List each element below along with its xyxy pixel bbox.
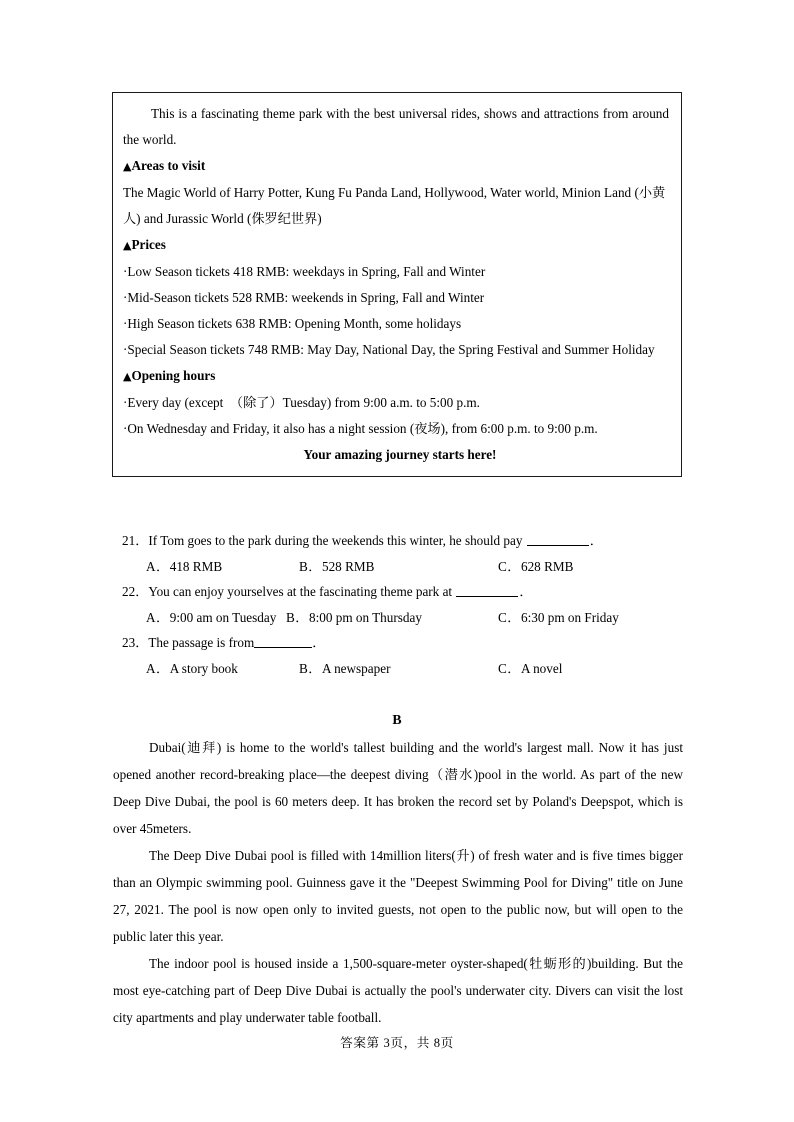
poster-section-heading-hours-label: Opening hours	[131, 368, 216, 383]
question-22-option-c-label: C．	[498, 609, 521, 625]
question-22-option-c[interactable]	[498, 605, 619, 631]
poster-hours-everyday: ·Every day (except （除了）Tuesday) from 9:00 a.m. to 5:00 p.m.	[123, 395, 480, 410]
question-22-options	[113, 605, 683, 631]
triangle-bullet-icon: ▲	[123, 160, 132, 173]
poster-areas-line: The Magic World of Harry Potter, Kung Fu Panda Land, Hollywood, Water world, Minion Land (小黄人) and Jurassic World (侏罗纪世界)	[123, 185, 666, 226]
question-22-period: ．	[519, 584, 533, 599]
page-footer: 答案第 3页，共 8页	[340, 1036, 454, 1050]
question-21-option-c[interactable]	[498, 554, 573, 580]
question-23-option-b-text: A newspaper	[321, 660, 391, 676]
passage-b-paragraph-3: The indoor pool is housed inside a 1,500-square-meter oyster-shaped(牡蛎形的)building. But the most eye-catching part of Deep Dive Dubai is actually the pool's underwater city. Divers can visit the lost city apartments and play underwater table football.	[113, 956, 683, 1025]
question-22-option-b-label: B．	[286, 609, 309, 625]
poster-price-low-season: ·Low Season tickets 418 RMB: weekdays in Spring, Fall and Winter	[123, 264, 486, 279]
question-21-period: ．	[589, 533, 603, 548]
question-23-stem	[113, 630, 683, 656]
question-21-blank[interactable]	[527, 545, 589, 546]
passage-b-paragraph-2: The Deep Dive Dubai pool is filled with 14million liters(升) of fresh water and is five times bigger than an Olympic swimming pool. Guinness gave it the "Deepest Swimming Pool for Diving" title on June 27, 2021. The pool is now open only to invited guests, not open to the public now, but will open to the public later this year.	[113, 848, 683, 944]
question-23-text: The passage is from	[148, 635, 255, 650]
question-23-option-a[interactable]	[146, 656, 238, 682]
question-23-option-b-label: B．	[299, 660, 322, 676]
question-21-option-b[interactable]	[299, 554, 374, 580]
question-23-option-c-label: C．	[498, 660, 521, 676]
question-23-number: 23．	[122, 635, 149, 650]
poster-tagline: Your amazing journey starts here!	[303, 447, 497, 462]
question-22-blank[interactable]	[456, 596, 518, 597]
poster-section-heading-areas-label: Areas to visit	[131, 158, 206, 173]
theme-park-poster-box	[112, 92, 682, 477]
question-22-number: 22．	[122, 584, 149, 599]
question-21-options	[113, 554, 683, 580]
question-22-stem	[113, 579, 683, 605]
question-22-option-a[interactable]	[146, 605, 276, 631]
question-21-option-c-label: C．	[498, 558, 521, 574]
question-22-option-b[interactable]	[286, 605, 422, 631]
question-22-option-a-label: A．	[146, 609, 170, 625]
question-23-options	[113, 656, 683, 682]
question-21-text: If Tom goes to the park during the weekends this winter, he should pay	[148, 533, 526, 548]
question-23-option-b[interactable]	[299, 656, 390, 682]
question-23-option-a-text: A story book	[169, 660, 238, 676]
passage-b-section-letter: B	[392, 712, 402, 727]
question-22-text: You can enjoy yourselves at the fascinating theme park at	[148, 584, 456, 599]
question-23-option-a-label: A．	[146, 660, 170, 676]
question-22-option-a-text: 9:00 am on Tuesday	[169, 609, 277, 625]
question-22-option-c-text: 6:30 pm on Friday	[520, 609, 619, 625]
passage-b-paragraph-1: Dubai(迪拜) is home to the world's tallest building and the world's largest mall. Now it has just opened another record-breaking place—the deepest diving（潜水)pool in the world. As part of the new Deep Dive Dubai, the pool is 60 meters deep. It has broken the record set by Poland's Deepspot, which is over 45meters.	[113, 740, 683, 836]
poster-section-heading-areas	[123, 153, 669, 180]
question-21-option-a-text: 418 RMB	[169, 558, 223, 574]
question-21-option-a-label: A．	[146, 558, 170, 574]
question-21-number: 21．	[122, 533, 149, 548]
poster-price-special-season: ·Special Season tickets 748 RMB: May Day, National Day, the Spring Festival and Summer Holiday	[123, 342, 655, 357]
poster-section-heading-prices-label: Prices	[131, 237, 166, 252]
passage-b-body	[113, 734, 683, 1031]
poster-hours-night-session: ·On Wednesday and Friday, it also has a night session (夜场), from 6:00 p.m. to 9:00 p.m.	[123, 421, 598, 436]
question-23-blank[interactable]	[254, 647, 312, 648]
triangle-bullet-icon: ▲	[123, 239, 132, 252]
question-23-option-c-text: A novel	[520, 660, 563, 676]
question-21-option-a[interactable]	[146, 554, 222, 580]
question-21-option-b-label: B．	[299, 558, 322, 574]
question-21-stem	[113, 528, 683, 554]
poster-price-high-season: ·High Season tickets 638 RMB: Opening Month, some holidays	[123, 316, 462, 331]
triangle-bullet-icon: ▲	[123, 370, 132, 383]
question-23-period: ．	[312, 635, 326, 650]
question-23-option-c[interactable]	[498, 656, 562, 682]
poster-section-heading-prices	[123, 232, 669, 259]
poster-intro-paragraph: This is a fascinating theme park with the best universal rides, shows and attractions from around the world.	[123, 106, 669, 147]
question-21-option-b-text: 528 RMB	[321, 558, 375, 574]
poster-section-heading-hours	[123, 363, 669, 390]
question-21-option-c-text: 628 RMB	[520, 558, 574, 574]
questions-block	[113, 528, 683, 681]
poster-price-mid-season: ·Mid-Season tickets 528 RMB: weekends in Spring, Fall and Winter	[123, 290, 485, 305]
question-22-option-b-text: 8:00 pm on Thursday	[308, 609, 422, 625]
